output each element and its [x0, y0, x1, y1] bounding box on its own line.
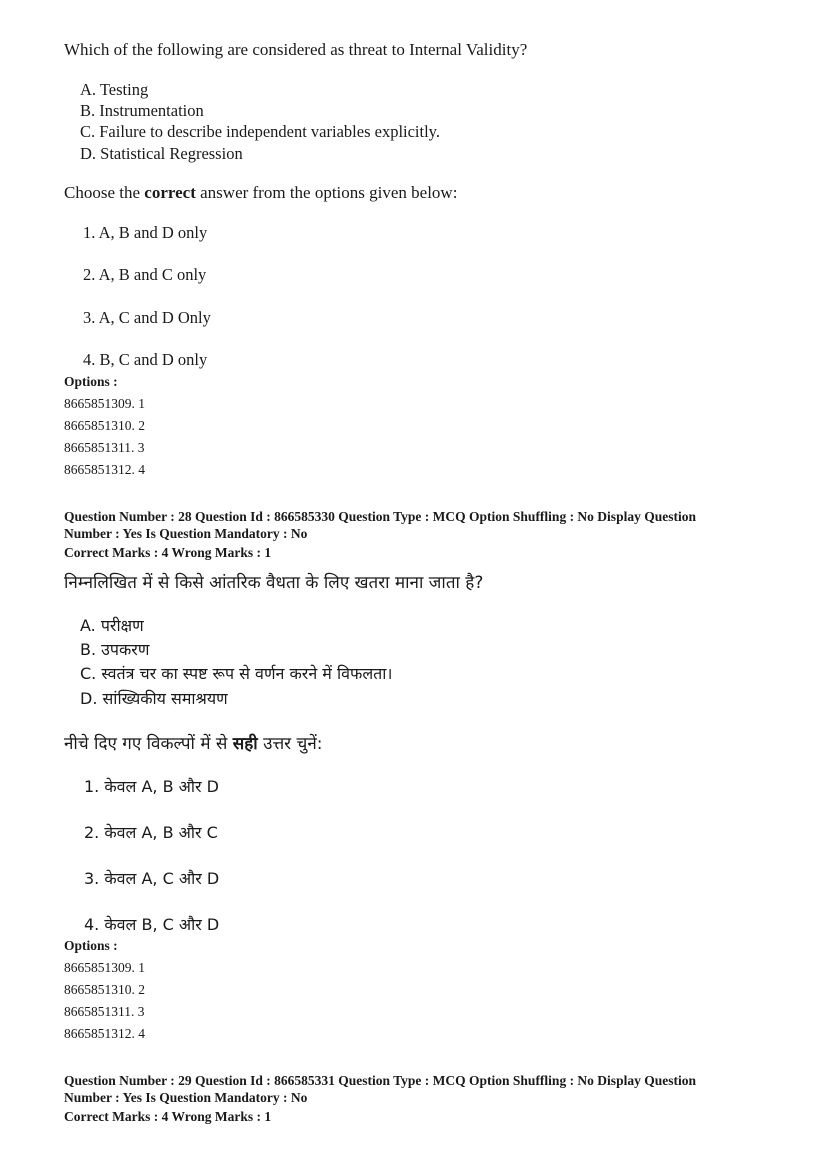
hindi-option-id-2: 8665851310. 2: [64, 982, 145, 997]
hindi-statement-d: D. सांख्यिकीय समाश्रयण: [80, 689, 228, 708]
hindi-answer-option-3: 3. केवल A, C और D: [84, 869, 220, 888]
option-id-2: 8665851310. 2: [64, 418, 145, 433]
hindi-choose-prefix: नीचे दिए गए विकल्पों में से: [64, 734, 233, 754]
hindi-option-id-3: 8665851311. 3: [64, 1004, 145, 1019]
question-meta-line2: Number : Yes Is Question Mandatory : No: [64, 526, 308, 541]
statement-d: D. Statistical Regression: [80, 144, 243, 163]
hindi-option-id-1: 8665851309. 1: [64, 960, 145, 975]
next-question-meta-line1: Question Number : 29 Question Id : 866585331 Question Type : MCQ Option Shuffling : No Display Question: [64, 1073, 696, 1088]
answer-option-2: 2. A, B and C only: [83, 265, 207, 284]
next-question-meta-line2: Number : Yes Is Question Mandatory : No: [64, 1090, 308, 1105]
option-id-3: 8665851311. 3: [64, 440, 145, 455]
statement-c: C. Failure to describe independent variables explicitly.: [80, 122, 440, 141]
hindi-answer-option-1: 1. केवल A, B और D: [84, 777, 219, 796]
hindi-choose-instruction: [64, 731, 323, 754]
hindi-answer-option-4: 4. केवल B, C और D: [84, 915, 220, 934]
choose-instruction: [64, 183, 457, 203]
answer-option-3: 3. A, C and D Only: [83, 308, 211, 327]
choose-prefix: Choose the: [64, 183, 145, 202]
question-text: Which of the following are considered as threat to Internal Validity?: [64, 40, 528, 59]
hindi-answer-option-2: 2. केवल A, B और C: [84, 823, 218, 842]
statement-b: B. Instrumentation: [80, 101, 204, 120]
statement-a: A. Testing: [80, 80, 149, 99]
hindi-option-id-4: 8665851312. 4: [64, 1026, 145, 1041]
hindi-statement-b: B. उपकरण: [80, 640, 150, 659]
question-marks: Correct Marks : 4 Wrong Marks : 1: [64, 545, 272, 560]
question-meta-line1: Question Number : 28 Question Id : 866585330 Question Type : MCQ Option Shuffling : No Display Question: [64, 509, 696, 524]
choose-suffix: answer from the options given below:: [195, 183, 458, 202]
options-label: Options :: [64, 374, 118, 389]
hindi-statement-a: A. परीक्षण: [80, 616, 144, 635]
hindi-question-text: निम्नलिखित में से किसे आंतरिक वैधता के लिए खतरा माना जाता है?: [64, 573, 484, 593]
next-question-marks: Correct Marks : 4 Wrong Marks : 1: [64, 1109, 272, 1124]
answer-option-1: 1. A, B and D only: [83, 223, 208, 242]
option-id-1: 8665851309. 1: [64, 396, 145, 411]
choose-bold: correct: [144, 183, 196, 202]
hindi-statement-c: C. स्वतंत्र चर का स्पष्ट रूप से वर्णन करने में विफलता।: [80, 664, 393, 683]
hindi-options-label: Options :: [64, 938, 118, 953]
hindi-choose-suffix: उत्तर चुनें:: [257, 734, 323, 754]
option-id-4: 8665851312. 4: [64, 462, 145, 477]
answer-option-4: 4. B, C and D only: [83, 350, 208, 369]
hindi-choose-bold: सही: [232, 734, 258, 754]
